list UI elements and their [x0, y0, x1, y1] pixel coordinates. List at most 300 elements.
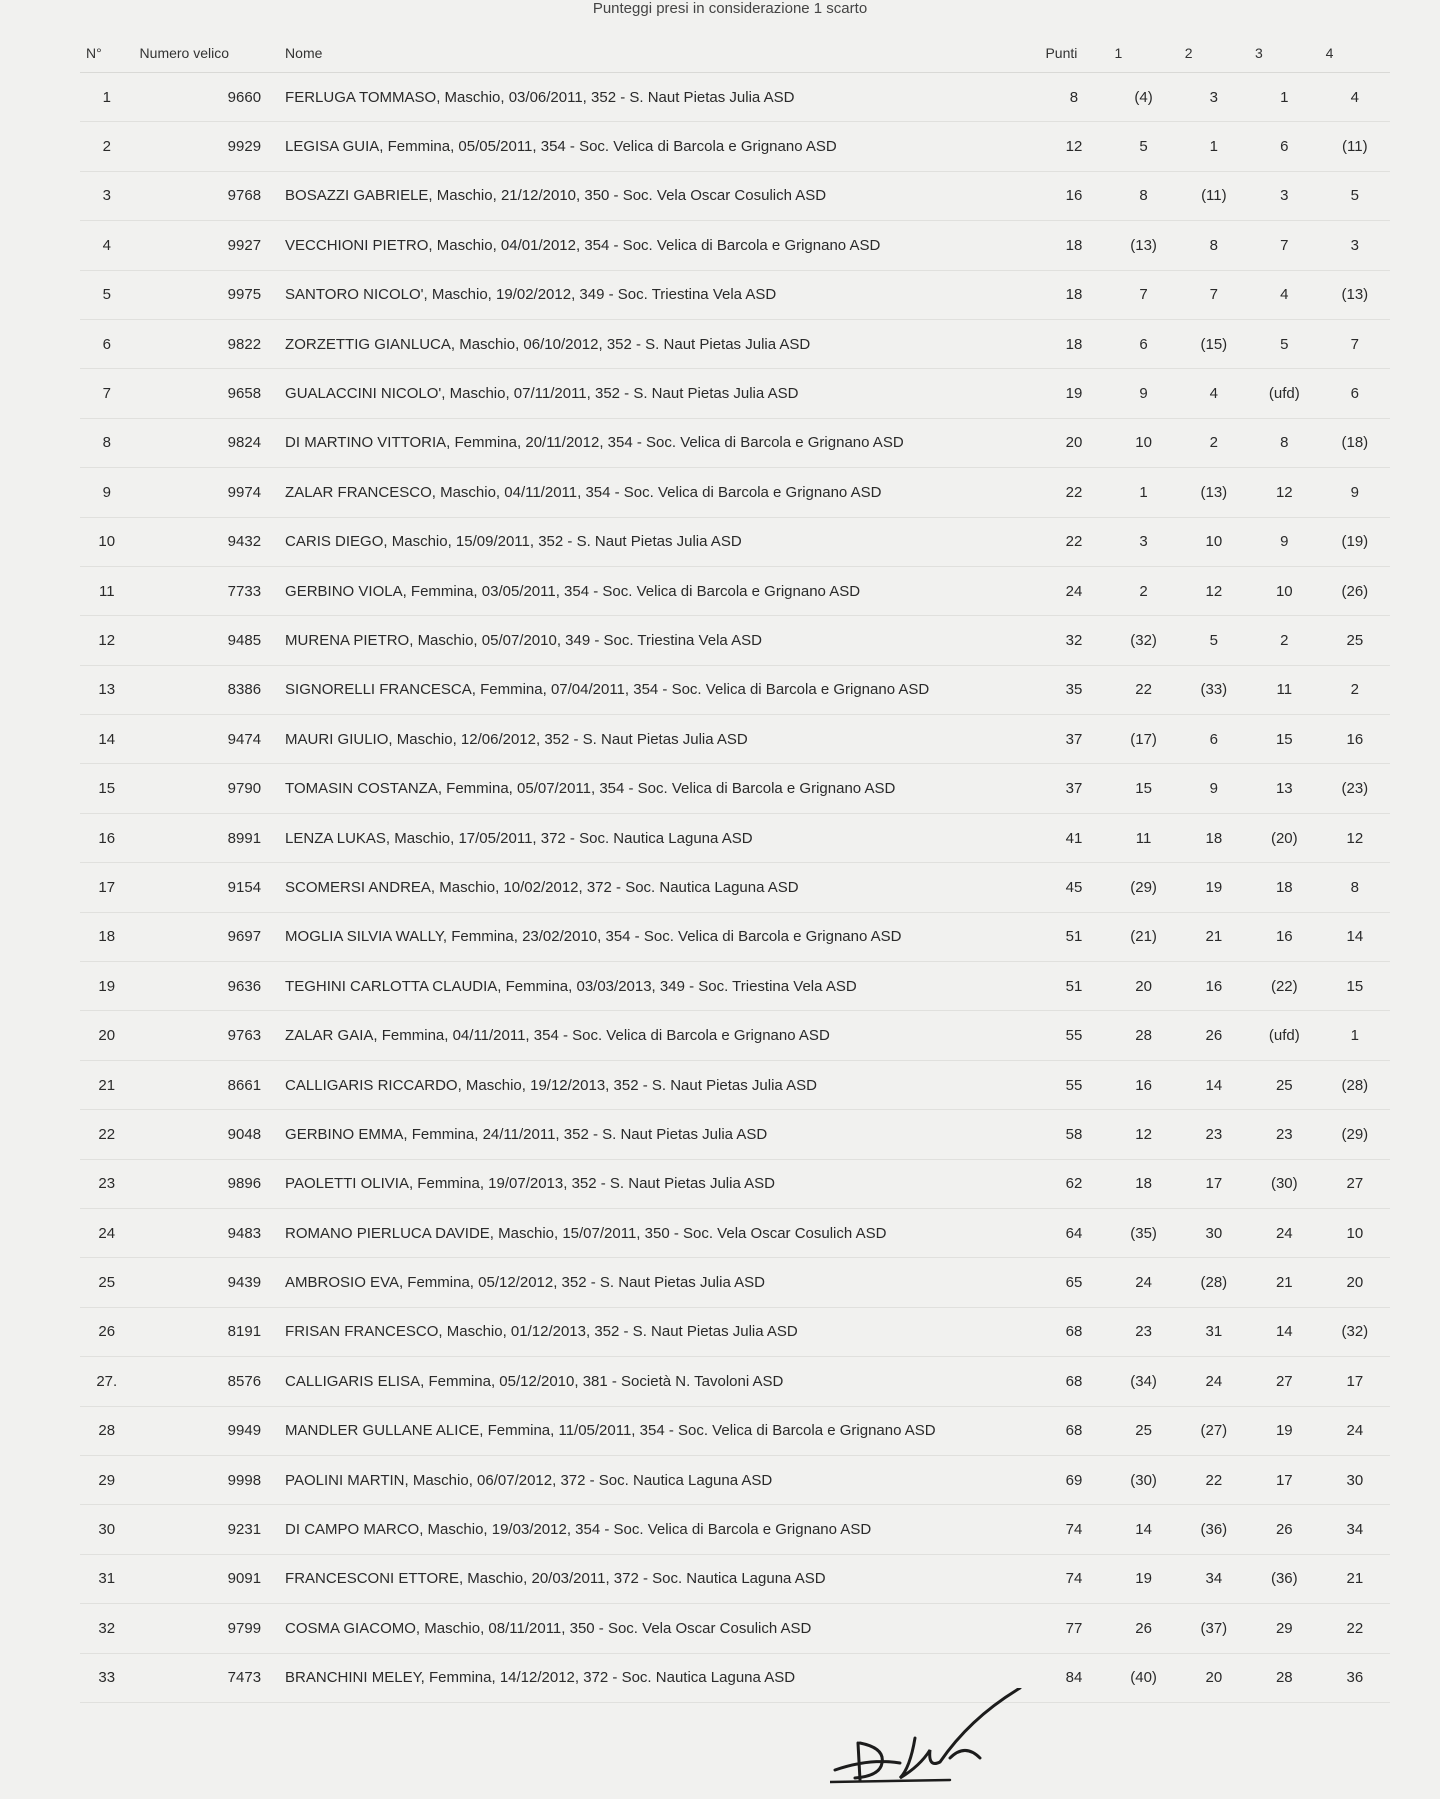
cell-no: 10 [80, 517, 134, 566]
page-title: Punteggi presi in considerazione 1 scarto [592, 0, 868, 17]
cell-no: 30 [80, 1505, 134, 1554]
cell-race-3: 14 [1249, 1307, 1320, 1356]
cell-race-3: 6 [1249, 122, 1320, 171]
cell-race-2: 12 [1179, 566, 1249, 615]
cell-race-4: (28) [1320, 1060, 1390, 1109]
cell-race-1: 2 [1108, 566, 1178, 615]
cell-race-4: 14 [1320, 912, 1390, 961]
table-row [80, 1653, 1390, 1702]
cell-race-3: 26 [1249, 1505, 1320, 1554]
cell-race-3: 1 [1249, 73, 1320, 122]
cell-race-3: 11 [1249, 665, 1320, 714]
cell-race-2: 10 [1179, 517, 1249, 566]
table-row [80, 369, 1390, 418]
cell-race-2: 14 [1179, 1060, 1249, 1109]
table-row [80, 517, 1390, 566]
cell-race-1: (40) [1108, 1653, 1178, 1702]
cell-race-3: (36) [1249, 1554, 1320, 1603]
cell-race-4: 10 [1320, 1208, 1390, 1257]
cell-no: 28 [80, 1406, 134, 1455]
table-row [80, 468, 1390, 517]
cell-name: DI CAMPO MARCO, Maschio, 19/03/2012, 354 - Soc. Velica di Barcola e Grignano ASD [279, 1505, 1039, 1554]
cell-name: MAURI GIULIO, Maschio, 12/06/2012, 352 - S. Naut Pietas Julia ASD [279, 715, 1039, 764]
cell-sail-number: 9949 [134, 1406, 280, 1455]
cell-race-2: 21 [1179, 912, 1249, 961]
cell-race-1: (30) [1108, 1455, 1178, 1504]
cell-no: 16 [80, 813, 134, 862]
cell-no: 22 [80, 1110, 134, 1159]
cell-race-4: (18) [1320, 418, 1390, 467]
cell-name: COSMA GIACOMO, Maschio, 08/11/2011, 350 - Soc. Vela Oscar Cosulich ASD [279, 1604, 1039, 1653]
cell-points: 20 [1039, 418, 1108, 467]
cell-points: 45 [1039, 863, 1108, 912]
cell-sail-number: 9485 [134, 616, 280, 665]
cell-race-1: (17) [1108, 715, 1178, 764]
cell-points: 65 [1039, 1258, 1108, 1307]
cell-no: 18 [80, 912, 134, 961]
cell-race-2: 8 [1179, 221, 1249, 270]
table-row [80, 270, 1390, 319]
cell-race-4: (19) [1320, 517, 1390, 566]
cell-points: 55 [1039, 1011, 1108, 1060]
cell-sail-number: 9474 [134, 715, 280, 764]
cell-race-4: 16 [1320, 715, 1390, 764]
cell-race-2: (15) [1179, 319, 1249, 368]
cell-name: ZALAR GAIA, Femmina, 04/11/2011, 354 - Soc. Velica di Barcola e Grignano ASD [279, 1011, 1039, 1060]
cell-sail-number: 9929 [134, 122, 280, 171]
cell-race-4: 22 [1320, 1604, 1390, 1653]
cell-race-4: 25 [1320, 616, 1390, 665]
cell-sail-number: 9927 [134, 221, 280, 270]
cell-name: FRISAN FRANCESCO, Maschio, 01/12/2013, 352 - S. Naut Pietas Julia ASD [279, 1307, 1039, 1356]
cell-race-4: (32) [1320, 1307, 1390, 1356]
cell-race-3: 25 [1249, 1060, 1320, 1109]
cell-sail-number: 9998 [134, 1455, 280, 1504]
cell-race-4: (23) [1320, 764, 1390, 813]
cell-points: 16 [1039, 171, 1108, 220]
cell-race-2: 31 [1179, 1307, 1249, 1356]
cell-sail-number: 7473 [134, 1653, 280, 1702]
cell-name: TOMASIN COSTANZA, Femmina, 05/07/2011, 354 - Soc. Velica di Barcola e Grignano ASD [279, 764, 1039, 813]
cell-sail-number: 8991 [134, 813, 280, 862]
cell-no: 23 [80, 1159, 134, 1208]
table-row [80, 1258, 1390, 1307]
cell-race-1: 14 [1108, 1505, 1178, 1554]
cell-points: 84 [1039, 1653, 1108, 1702]
cell-points: 19 [1039, 369, 1108, 418]
cell-race-4: 34 [1320, 1505, 1390, 1554]
cell-race-4: 4 [1320, 73, 1390, 122]
cell-race-4: 6 [1320, 369, 1390, 418]
col-header-race-1: 1 [1108, 34, 1178, 73]
cell-no: 25 [80, 1258, 134, 1307]
col-header-sail-number: Numero velico [134, 34, 280, 73]
table-row [80, 962, 1390, 1011]
cell-race-2: (27) [1179, 1406, 1249, 1455]
cell-no: 14 [80, 715, 134, 764]
cell-sail-number: 9763 [134, 1011, 280, 1060]
cell-points: 68 [1039, 1357, 1108, 1406]
table-row [80, 566, 1390, 615]
table-row [80, 122, 1390, 171]
cell-no: 26 [80, 1307, 134, 1356]
table-row [80, 1455, 1390, 1504]
cell-race-2: 23 [1179, 1110, 1249, 1159]
table-row [80, 912, 1390, 961]
cell-name: ZORZETTIG GIANLUCA, Maschio, 06/10/2012, 352 - S. Naut Pietas Julia ASD [279, 319, 1039, 368]
cell-sail-number: 9799 [134, 1604, 280, 1653]
cell-sail-number: 9636 [134, 962, 280, 1011]
cell-race-1: 18 [1108, 1159, 1178, 1208]
cell-name: TEGHINI CARLOTTA CLAUDIA, Femmina, 03/03/2013, 349 - Soc. Triestina Vela ASD [279, 962, 1039, 1011]
cell-race-1: (21) [1108, 912, 1178, 961]
cell-race-2: 3 [1179, 73, 1249, 122]
cell-name: PAOLETTI OLIVIA, Femmina, 19/07/2013, 352 - S. Naut Pietas Julia ASD [279, 1159, 1039, 1208]
cell-points: 51 [1039, 962, 1108, 1011]
table-row [80, 715, 1390, 764]
cell-no: 7 [80, 369, 134, 418]
table-row [80, 319, 1390, 368]
cell-race-3: 21 [1249, 1258, 1320, 1307]
table-row [80, 1307, 1390, 1356]
cell-sail-number: 9896 [134, 1159, 280, 1208]
cell-race-2: 4 [1179, 369, 1249, 418]
cell-points: 37 [1039, 764, 1108, 813]
table-row [80, 863, 1390, 912]
cell-points: 62 [1039, 1159, 1108, 1208]
cell-points: 41 [1039, 813, 1108, 862]
cell-name: SCOMERSI ANDREA, Maschio, 10/02/2012, 372 - Soc. Nautica Laguna ASD [279, 863, 1039, 912]
cell-race-4: 24 [1320, 1406, 1390, 1455]
cell-no: 12 [80, 616, 134, 665]
cell-race-2: 16 [1179, 962, 1249, 1011]
cell-sail-number: 9768 [134, 171, 280, 220]
cell-points: 58 [1039, 1110, 1108, 1159]
col-header-name: Nome [279, 34, 1039, 73]
cell-sail-number: 9439 [134, 1258, 280, 1307]
cell-race-1: 23 [1108, 1307, 1178, 1356]
cell-race-4: 2 [1320, 665, 1390, 714]
cell-race-1: 19 [1108, 1554, 1178, 1603]
cell-race-4: 21 [1320, 1554, 1390, 1603]
cell-race-2: 19 [1179, 863, 1249, 912]
cell-race-3: (30) [1249, 1159, 1320, 1208]
cell-points: 68 [1039, 1307, 1108, 1356]
cell-no: 4 [80, 221, 134, 270]
cell-points: 8 [1039, 73, 1108, 122]
table-row [80, 1110, 1390, 1159]
cell-name: MOGLIA SILVIA WALLY, Femmina, 23/02/2010, 354 - Soc. Velica di Barcola e Grignano ASD [279, 912, 1039, 961]
cell-race-2: 30 [1179, 1208, 1249, 1257]
cell-race-1: 22 [1108, 665, 1178, 714]
cell-race-1: 28 [1108, 1011, 1178, 1060]
cell-no: 29 [80, 1455, 134, 1504]
cell-race-4: 30 [1320, 1455, 1390, 1504]
cell-name: BRANCHINI MELEY, Femmina, 14/12/2012, 372 - Soc. Nautica Laguna ASD [279, 1653, 1039, 1702]
cell-race-1: 3 [1108, 517, 1178, 566]
cell-sail-number: 9824 [134, 418, 280, 467]
cell-points: 64 [1039, 1208, 1108, 1257]
cell-race-1: 7 [1108, 270, 1178, 319]
cell-race-3: 29 [1249, 1604, 1320, 1653]
cell-race-2: 1 [1179, 122, 1249, 171]
cell-race-4: 3 [1320, 221, 1390, 270]
cell-race-3: (22) [1249, 962, 1320, 1011]
cell-points: 37 [1039, 715, 1108, 764]
table-row [80, 1011, 1390, 1060]
cell-no: 8 [80, 418, 134, 467]
cell-points: 22 [1039, 517, 1108, 566]
cell-name: MANDLER GULLANE ALICE, Femmina, 11/05/2011, 354 - Soc. Velica di Barcola e Grignano ASD [279, 1406, 1039, 1455]
cell-name: BOSAZZI GABRIELE, Maschio, 21/12/2010, 350 - Soc. Vela Oscar Cosulich ASD [279, 171, 1039, 220]
cell-race-3: 7 [1249, 221, 1320, 270]
cell-points: 12 [1039, 122, 1108, 171]
cell-race-1: 16 [1108, 1060, 1178, 1109]
table-row [80, 1357, 1390, 1406]
cell-points: 18 [1039, 270, 1108, 319]
cell-sail-number: 9822 [134, 319, 280, 368]
cell-race-2: 7 [1179, 270, 1249, 319]
col-header-race-4: 4 [1320, 34, 1390, 73]
table-row [80, 1505, 1390, 1554]
cell-sail-number: 7733 [134, 566, 280, 615]
table-row [80, 1060, 1390, 1109]
cell-race-1: 9 [1108, 369, 1178, 418]
cell-name: SANTORO NICOLO', Maschio, 19/02/2012, 349 - Soc. Triestina Vela ASD [279, 270, 1039, 319]
cell-race-4: (26) [1320, 566, 1390, 615]
col-header-race-2: 2 [1179, 34, 1249, 73]
cell-name: GERBINO EMMA, Femmina, 24/11/2011, 352 - S. Naut Pietas Julia ASD [279, 1110, 1039, 1159]
cell-points: 18 [1039, 221, 1108, 270]
cell-race-3: 5 [1249, 319, 1320, 368]
cell-race-4: 8 [1320, 863, 1390, 912]
cell-race-4: 9 [1320, 468, 1390, 517]
cell-points: 68 [1039, 1406, 1108, 1455]
cell-no: 21 [80, 1060, 134, 1109]
cell-race-1: 10 [1108, 418, 1178, 467]
cell-race-2: 5 [1179, 616, 1249, 665]
cell-race-2: 24 [1179, 1357, 1249, 1406]
cell-race-3: 8 [1249, 418, 1320, 467]
cell-name: CALLIGARIS RICCARDO, Maschio, 19/12/2013, 352 - S. Naut Pietas Julia ASD [279, 1060, 1039, 1109]
cell-sail-number: 8386 [134, 665, 280, 714]
cell-name: CALLIGARIS ELISA, Femmina, 05/12/2010, 381 - Società N. Tavoloni ASD [279, 1357, 1039, 1406]
cell-race-4: (13) [1320, 270, 1390, 319]
cell-race-1: 20 [1108, 962, 1178, 1011]
cell-sail-number: 8191 [134, 1307, 280, 1356]
cell-sail-number: 9483 [134, 1208, 280, 1257]
cell-points: 18 [1039, 319, 1108, 368]
cell-no: 13 [80, 665, 134, 714]
cell-race-4: (29) [1320, 1110, 1390, 1159]
cell-no: 3 [80, 171, 134, 220]
cell-race-2: 22 [1179, 1455, 1249, 1504]
cell-name: FERLUGA TOMMASO, Maschio, 03/06/2011, 352 - S. Naut Pietas Julia ASD [279, 73, 1039, 122]
cell-no: 11 [80, 566, 134, 615]
cell-race-1: (4) [1108, 73, 1178, 122]
cell-race-2: (36) [1179, 1505, 1249, 1554]
cell-race-1: 5 [1108, 122, 1178, 171]
cell-race-3: 10 [1249, 566, 1320, 615]
cell-race-4: 12 [1320, 813, 1390, 862]
cell-sail-number: 9091 [134, 1554, 280, 1603]
cell-race-1: (35) [1108, 1208, 1178, 1257]
col-header-points: Punti [1039, 34, 1108, 73]
cell-race-2: (37) [1179, 1604, 1249, 1653]
cell-race-1: (32) [1108, 616, 1178, 665]
cell-race-3: (ufd) [1249, 369, 1320, 418]
cell-name: AMBROSIO EVA, Femmina, 05/12/2012, 352 - S. Naut Pietas Julia ASD [279, 1258, 1039, 1307]
cell-race-3: (20) [1249, 813, 1320, 862]
table-row [80, 73, 1390, 122]
cell-name: SIGNORELLI FRANCESCA, Femmina, 07/04/2011, 354 - Soc. Velica di Barcola e Grignano ASD [279, 665, 1039, 714]
cell-race-3: 27 [1249, 1357, 1320, 1406]
cell-race-4: 27 [1320, 1159, 1390, 1208]
cell-race-3: 28 [1249, 1653, 1320, 1702]
cell-race-3: 15 [1249, 715, 1320, 764]
cell-sail-number: 9974 [134, 468, 280, 517]
cell-sail-number: 8576 [134, 1357, 280, 1406]
cell-race-2: 26 [1179, 1011, 1249, 1060]
cell-race-1: 15 [1108, 764, 1178, 813]
cell-no: 6 [80, 319, 134, 368]
cell-name: LEGISA GUIA, Femmina, 05/05/2011, 354 - Soc. Velica di Barcola e Grignano ASD [279, 122, 1039, 171]
cell-race-2: 6 [1179, 715, 1249, 764]
cell-no: 17 [80, 863, 134, 912]
cell-points: 35 [1039, 665, 1108, 714]
cell-race-3: 12 [1249, 468, 1320, 517]
cell-no: 15 [80, 764, 134, 813]
cell-race-2: (13) [1179, 468, 1249, 517]
cell-no: 19 [80, 962, 134, 1011]
cell-name: VECCHIONI PIETRO, Maschio, 04/01/2012, 354 - Soc. Velica di Barcola e Grignano ASD [279, 221, 1039, 270]
table-row [80, 221, 1390, 270]
cell-race-2: 2 [1179, 418, 1249, 467]
col-header-race-3: 3 [1249, 34, 1320, 73]
cell-points: 74 [1039, 1505, 1108, 1554]
cell-sail-number: 9660 [134, 73, 280, 122]
table-row [80, 1159, 1390, 1208]
table-row [80, 813, 1390, 862]
cell-race-3: 4 [1249, 270, 1320, 319]
cell-no: 2 [80, 122, 134, 171]
cell-race-2: (11) [1179, 171, 1249, 220]
cell-race-4: 1 [1320, 1011, 1390, 1060]
cell-race-3: 2 [1249, 616, 1320, 665]
cell-race-4: 5 [1320, 171, 1390, 220]
cell-race-3: (ufd) [1249, 1011, 1320, 1060]
results-table [80, 34, 1390, 1703]
cell-no: 32 [80, 1604, 134, 1653]
cell-race-1: 11 [1108, 813, 1178, 862]
cell-race-4: 36 [1320, 1653, 1390, 1702]
table-row [80, 764, 1390, 813]
table-row [80, 1208, 1390, 1257]
cell-sail-number: 9154 [134, 863, 280, 912]
cell-race-2: (28) [1179, 1258, 1249, 1307]
table-row [80, 418, 1390, 467]
results-body [80, 73, 1390, 1703]
cell-race-1: 26 [1108, 1604, 1178, 1653]
cell-name: GERBINO VIOLA, Femmina, 03/05/2011, 354 - Soc. Velica di Barcola e Grignano ASD [279, 566, 1039, 615]
cell-race-1: (34) [1108, 1357, 1178, 1406]
cell-points: 32 [1039, 616, 1108, 665]
cell-points: 55 [1039, 1060, 1108, 1109]
cell-no: 5 [80, 270, 134, 319]
cell-sail-number: 9048 [134, 1110, 280, 1159]
cell-race-1: (29) [1108, 863, 1178, 912]
cell-race-3: 19 [1249, 1406, 1320, 1455]
cell-points: 51 [1039, 912, 1108, 961]
cell-name: PAOLINI MARTIN, Maschio, 06/07/2012, 372 - Soc. Nautica Laguna ASD [279, 1455, 1039, 1504]
cell-sail-number: 9790 [134, 764, 280, 813]
cell-race-2: 9 [1179, 764, 1249, 813]
cell-race-3: 16 [1249, 912, 1320, 961]
cell-name: LENZA LUKAS, Maschio, 17/05/2011, 372 - Soc. Nautica Laguna ASD [279, 813, 1039, 862]
cell-name: ROMANO PIERLUCA DAVIDE, Maschio, 15/07/2011, 350 - Soc. Vela Oscar Cosulich ASD [279, 1208, 1039, 1257]
cell-name: ZALAR FRANCESCO, Maschio, 04/11/2011, 354 - Soc. Velica di Barcola e Grignano ASD [279, 468, 1039, 517]
table-header-row [80, 34, 1390, 73]
cell-sail-number: 9658 [134, 369, 280, 418]
cell-name: DI MARTINO VITTORIA, Femmina, 20/11/2012, 354 - Soc. Velica di Barcola e Grignano ASD [279, 418, 1039, 467]
table-row [80, 171, 1390, 220]
cell-race-4: 20 [1320, 1258, 1390, 1307]
cell-race-3: 3 [1249, 171, 1320, 220]
cell-race-4: (11) [1320, 122, 1390, 171]
cell-sail-number: 9432 [134, 517, 280, 566]
cell-name: MURENA PIETRO, Maschio, 05/07/2010, 349 - Soc. Triestina Vela ASD [279, 616, 1039, 665]
cell-race-3: 24 [1249, 1208, 1320, 1257]
cell-race-2: 17 [1179, 1159, 1249, 1208]
table-row [80, 1406, 1390, 1455]
cell-no: 9 [80, 468, 134, 517]
table-row [80, 1554, 1390, 1603]
cell-race-4: 15 [1320, 962, 1390, 1011]
cell-race-2: 18 [1179, 813, 1249, 862]
cell-race-2: 20 [1179, 1653, 1249, 1702]
cell-race-1: (13) [1108, 221, 1178, 270]
cell-no: 20 [80, 1011, 134, 1060]
table-row [80, 616, 1390, 665]
cell-race-2: (33) [1179, 665, 1249, 714]
cell-race-1: 24 [1108, 1258, 1178, 1307]
cell-no: 27. [80, 1357, 134, 1406]
table-row [80, 665, 1390, 714]
cell-sail-number: 9231 [134, 1505, 280, 1554]
cell-race-3: 13 [1249, 764, 1320, 813]
cell-race-3: 18 [1249, 863, 1320, 912]
cell-race-1: 8 [1108, 171, 1178, 220]
signature-mark [830, 1688, 1030, 1788]
cell-race-3: 9 [1249, 517, 1320, 566]
cell-no: 33 [80, 1653, 134, 1702]
cell-no: 31 [80, 1554, 134, 1603]
col-header-no: N° [80, 34, 134, 73]
cell-sail-number: 8661 [134, 1060, 280, 1109]
cell-race-4: 17 [1320, 1357, 1390, 1406]
cell-race-3: 23 [1249, 1110, 1320, 1159]
table-row [80, 1604, 1390, 1653]
cell-race-1: 1 [1108, 468, 1178, 517]
cell-race-4: 7 [1320, 319, 1390, 368]
cell-points: 22 [1039, 468, 1108, 517]
cell-no: 24 [80, 1208, 134, 1257]
cell-race-1: 12 [1108, 1110, 1178, 1159]
cell-sail-number: 9697 [134, 912, 280, 961]
cell-race-3: 17 [1249, 1455, 1320, 1504]
cell-name: FRANCESCONI ETTORE, Maschio, 20/03/2011, 372 - Soc. Nautica Laguna ASD [279, 1554, 1039, 1603]
cell-points: 77 [1039, 1604, 1108, 1653]
